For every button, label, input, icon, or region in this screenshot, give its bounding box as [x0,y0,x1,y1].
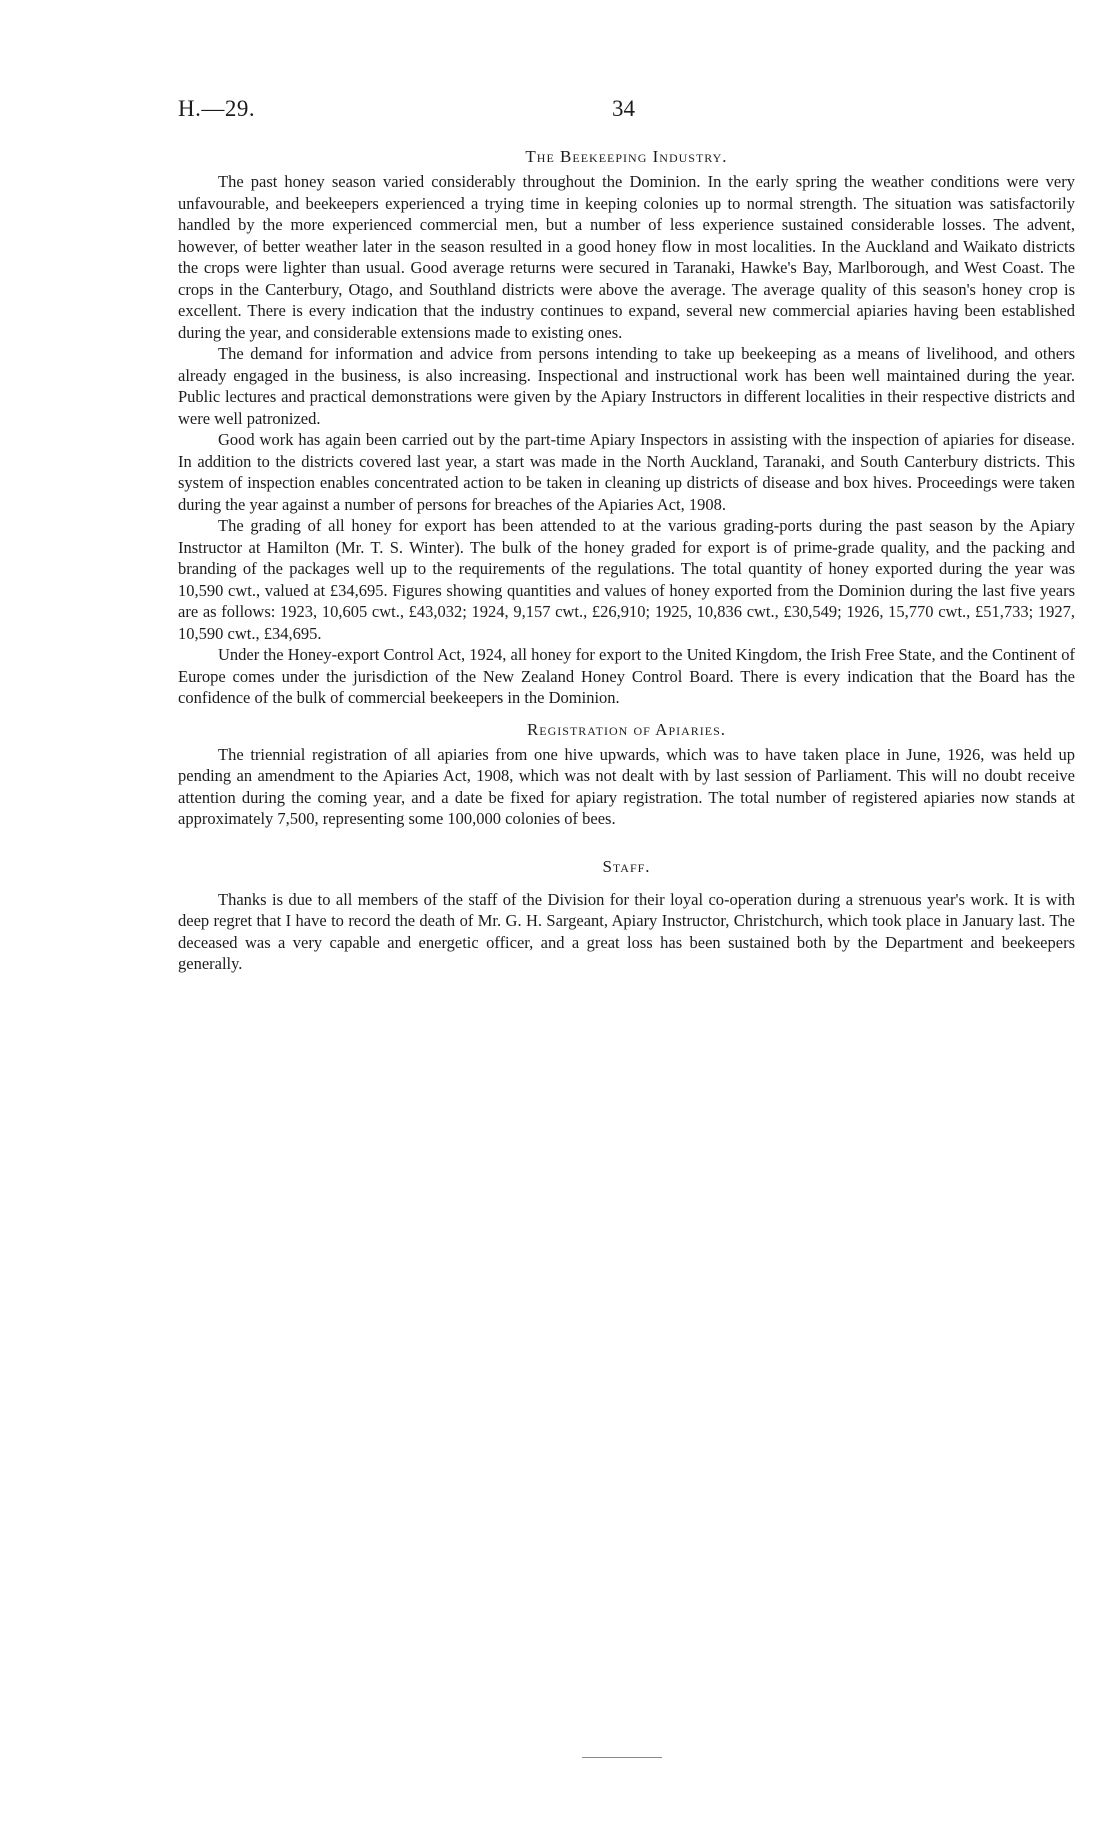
paragraph: The demand for information and advice from persons intending to take up beekeeping as a means of livelihood, and others already engaged in the business, is also increasing. Inspectional and instructional work has been well maintained during the year. Public lectures and practical demonstrations were given by the Apiary Instructors in different localities in their respective districts and were well patronized. [178,344,1075,428]
end-of-section-rule [582,1757,662,1758]
parliamentary-paper-reference: H.—29. [178,96,256,121]
document-body [178,146,1075,975]
page-number: 34 [612,96,635,121]
paragraph: The past honey season varied considerably throughout the Dominion. In the early spring the weather conditions were very unfavourable, and beekeepers experienced a trying time in keeping colonies up to normal strength. The situation was satisfactorily handled by the more experienced commercial men, but a number of less experience sustained considerable losses. The advent, however, of better weather later in the season resulted in a good honey flow in most localities. In the Auckland and Waikato districts the crops were lighter than usual. Good average returns were secured in Taranaki, Hawke's Bay, Marlborough, and West Coast. The crops in the Canterbury, Otago, and Southland districts were above the average. The average quality of this season's honey crop is excellent. There is every indication that the industry continues to expand, several new commercial apiaries having been established during the year, and considerable extensions made to existing ones. [178,172,1075,342]
paragraph: Good work has again been carried out by the part-time Apiary Inspectors in assisting with the inspection of apiaries for disease. In addition to the districts covered last year, a start was made in the North Auckland, Taranaki, and South Canterbury districts. This system of inspection enables concentrated action to be taken in cleaning up districts of disease and box hives. Proceedings were taken during the year against a number of persons for breaches of the Apiaries Act, 1908. [178,430,1075,514]
paragraph: Thanks is due to all members of the staff of the Division for their loyal co-operation during a strenuous year's work. It is with deep regret that I have to record the death of Mr. G. H. Sargeant, Apiary Instructor, Christchurch, which took place in January last. The deceased was a very capable and energetic officer, and a great loss has been sustained both by the Department and beekeepers generally. [178,889,1075,973]
paragraph: The triennial registration of all apiaries from one hive upwards, which was to have taken place in June, 1926, was held up pending an amendment to the Apiaries Act, 1908, which was not dealt with by last session of Parliament. This will no doubt receive attention during the coming year, and a date be fixed for apiary registration. The total number of registered apiaries now stands at approximately 7,500, representing some 100,000 colonies of bees. [178,744,1075,828]
section-heading-staff: Staff. [602,856,651,876]
section-heading-beekeeping-industry: The Beekeeping Industry. [525,147,728,166]
section-heading-registration-of-apiaries: Registration of Apiaries. [526,719,727,739]
paragraph: Under the Honey-export Control Act, 1924, all honey for export to the United Kingdom, the Irish Free State, and the Continent of Europe comes under the jurisdiction of the New Zealand Honey Control Board. There is every indication that the Board has the confidence of the bulk of commercial beekeepers in the Dominion. [178,645,1075,707]
paragraph: The grading of all honey for export has been attended to at the various grading-ports during the past season by the Apiary Instructor at Hamilton (Mr. T. S. Winter). The bulk of the honey graded for export is of prime-grade quality, and the packing and branding of the packages well up to the requirements of the regulations. The total quantity of honey exported during the year was 10,590 cwt., valued at £34,695. Figures showing quantities and values of honey exported from the Dominion during the last five years are as follows: 1923, 10,605 cwt., £43,032; 1924, 9,157 cwt., £26,910; 1925, 10,836 cwt., £30,549; 1926, 15,770 cwt., £51,733; 1927, 10,590 cwt., £34,695. [178,516,1075,643]
